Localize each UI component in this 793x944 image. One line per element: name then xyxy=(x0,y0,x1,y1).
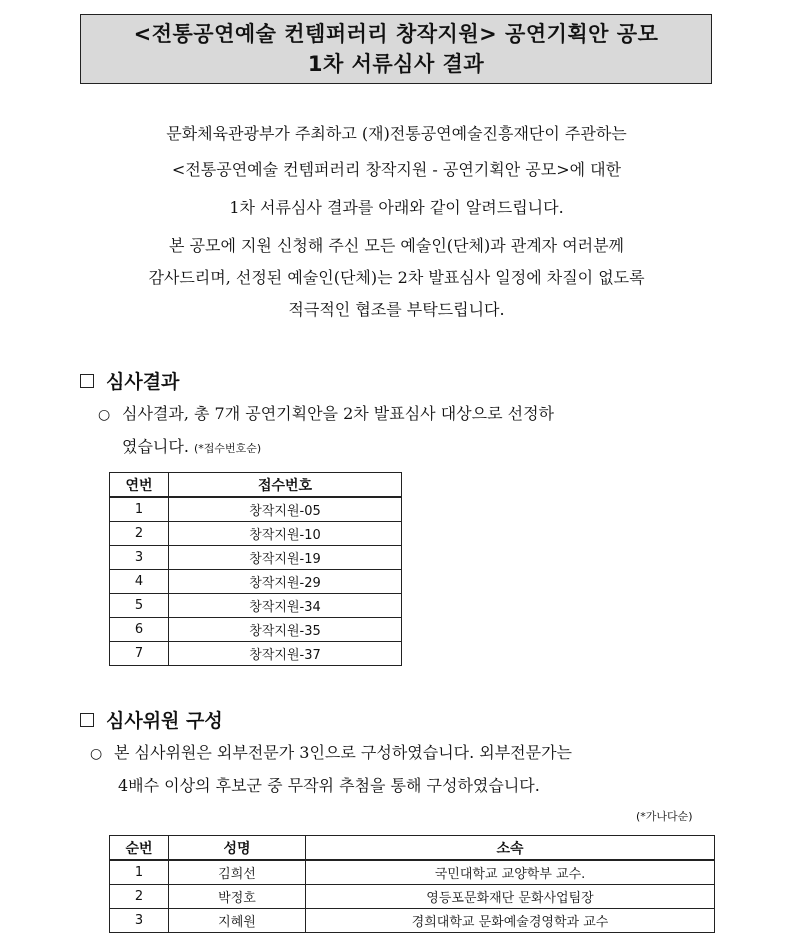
title-line-1: <전통공연예술 컨템퍼러리 창작지원> 공연기획안 공모 xyxy=(133,22,659,46)
table-row xyxy=(110,860,715,885)
table-row xyxy=(110,594,402,618)
section-heading-results xyxy=(80,367,179,394)
circle-bullet-icon: ○ xyxy=(90,746,103,762)
results-table xyxy=(109,472,402,666)
table-cell: 창작지원-37 xyxy=(169,642,402,666)
table-cell: 창작지원-10 xyxy=(169,522,402,546)
table-cell: 지혜원 xyxy=(169,909,306,933)
table-cell: 3 xyxy=(110,546,169,570)
committee-paragraph xyxy=(90,737,730,801)
committee-text-line-1: 본 심사위원은 외부전문가 3인으로 구성하였습니다. 외부전문가는 xyxy=(114,743,573,762)
table-row xyxy=(110,570,402,594)
table-cell: 박정호 xyxy=(169,885,306,909)
table-header: 성명 xyxy=(169,836,306,861)
committee-text-line-2: 4배수 이상의 후보군 중 무작위 추첨을 통해 구성하였습니다. xyxy=(118,776,540,795)
section-heading-text: 심사결과 xyxy=(106,371,180,393)
table-cell: 5 xyxy=(110,594,169,618)
intro-line-2: <전통공연예술 컨템퍼러리 창작지원 - 공연기획안 공모>에 대한 xyxy=(171,160,622,179)
intro-line-5: 감사드리며, 선정된 예술인(단체)는 2차 발표심사 일정에 차질이 없도록 xyxy=(148,268,645,287)
table-row xyxy=(110,522,402,546)
table-header: 접수번호 xyxy=(169,473,402,498)
section-heading-text: 심사위원 구성 xyxy=(106,710,223,732)
table-cell: 창작지원-29 xyxy=(169,570,402,594)
table-header: 소속 xyxy=(306,836,715,861)
results-text-line-2: 였습니다. xyxy=(122,437,189,456)
intro-line-6: 적극적인 협조를 부탁드립니다. xyxy=(288,300,505,319)
table-cell: 3 xyxy=(110,909,169,933)
table-header: 연번 xyxy=(110,473,169,498)
checkbox-square-icon xyxy=(80,374,94,388)
table-row xyxy=(110,546,402,570)
results-paragraph xyxy=(98,398,723,464)
intro-line-3: 1차 서류심사 결과를 아래와 같이 알려드립니다. xyxy=(229,198,564,217)
table-cell: 경희대학교 문화예술경영학과 교수 xyxy=(306,909,715,933)
table-row xyxy=(110,909,715,933)
table-cell: 6 xyxy=(110,618,169,642)
table-cell: 창작지원-35 xyxy=(169,618,402,642)
table-cell: 1 xyxy=(110,497,169,522)
intro-line-4: 본 공모에 지원 신청해 주신 모든 예술인(단체)과 관계자 여러분께 xyxy=(168,236,625,255)
table-cell: 2 xyxy=(110,885,169,909)
checkbox-square-icon xyxy=(80,713,94,727)
table-row xyxy=(110,618,402,642)
intro-line-1: 문화체육관광부가 주최하고 (재)전통공연예술진흥재단이 주관하는 xyxy=(166,124,627,143)
table-cell: 4 xyxy=(110,570,169,594)
title-box xyxy=(80,14,712,84)
table-cell: 2 xyxy=(110,522,169,546)
table-cell: 창작지원-19 xyxy=(169,546,402,570)
table-cell: 1 xyxy=(110,860,169,885)
sort-note: (*가나다순) xyxy=(636,810,693,823)
table-header: 순번 xyxy=(110,836,169,861)
committee-table xyxy=(109,835,715,933)
table-row xyxy=(110,497,402,522)
table-cell: 영등포문화재단 문화사업팀장 xyxy=(306,885,715,909)
table-cell: 김희선 xyxy=(169,860,306,885)
circle-bullet-icon: ○ xyxy=(98,407,111,423)
section-heading-committee xyxy=(80,706,223,733)
title-line-2: 1차 서류심사 결과 xyxy=(307,52,485,76)
table-row xyxy=(110,885,715,909)
table-row xyxy=(110,642,402,666)
table-cell: 7 xyxy=(110,642,169,666)
results-text-line-1: 심사결과, 총 7개 공연기획안을 2차 발표심사 대상으로 선정하 xyxy=(122,404,554,423)
table-cell: 창작지원-05 xyxy=(169,497,402,522)
table-cell: 국민대학교 교양학부 교수. xyxy=(306,860,715,885)
table-cell: 창작지원-34 xyxy=(169,594,402,618)
sort-note: (*접수번호순) xyxy=(194,442,262,455)
